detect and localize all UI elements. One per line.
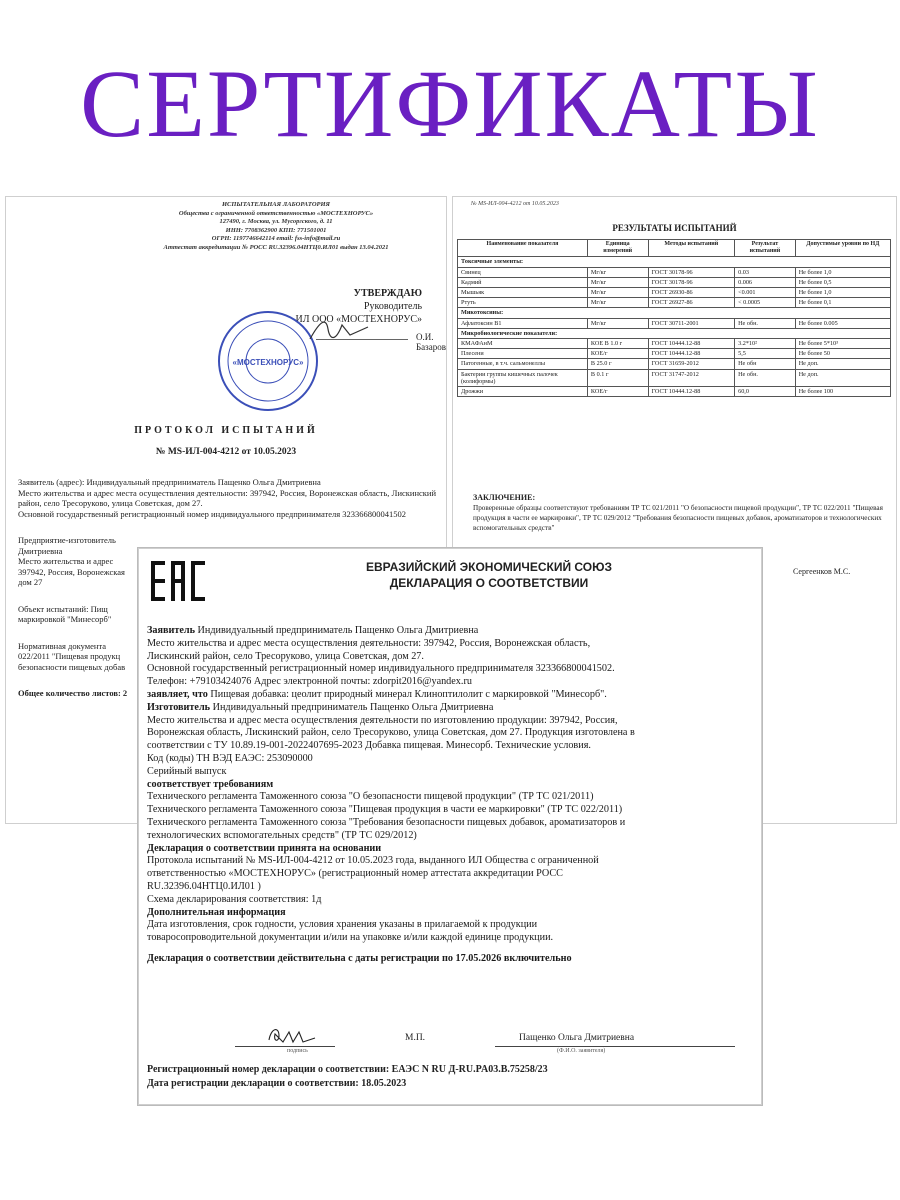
- extra-label: Дополнительная информация: [147, 906, 286, 918]
- table-cell: Мышьяк: [458, 288, 588, 298]
- table-row: [458, 277, 891, 287]
- regulation-line: Технического регламента Таможенного союза "Требования безопасности пищевых добавок, ароматизаторов и: [147, 816, 626, 828]
- table-section-row: [458, 328, 891, 338]
- svg-text:«МОСТЕХНОРУС»: «МОСТЕХНОРУС»: [232, 358, 304, 367]
- table-cell: ГОСТ 10444.12-88: [648, 349, 735, 359]
- declaration-document: [138, 548, 762, 1105]
- lab-header-line: Аттестат аккредитации № РОСС RU.32396.04НТЦ0.ИЛ01 выдан 13.04.2021: [163, 243, 389, 251]
- column-header: Наименование показателя: [458, 240, 588, 257]
- table-cell: <0.001: [735, 288, 796, 298]
- regulation-line: Технического регламента Таможенного союза "О безопасности пищевой продукции" (ТР ТС 021/2011): [147, 791, 594, 803]
- address-line: Место жительства и адрес места осуществления деятельности: 397942, Россия, Воронежская область, Лискинский район, село Тресоруково, улица Советская, дом 27.: [18, 487, 436, 508]
- approve-role: Руководитель: [363, 301, 422, 312]
- table-row: [458, 318, 891, 328]
- table-cell: Кадмий: [458, 277, 588, 287]
- table-cell: Не более 5*10³: [795, 339, 890, 349]
- table-cell: Не доп.: [795, 359, 890, 369]
- protocol-number: № MS-ИЛ-004-4212 от 10.05.2023: [155, 447, 297, 457]
- applicant-address: Место жительства и адрес места осуществления деятельности: 397942, Россия, Воронежская область,: [147, 637, 591, 649]
- table-cell: КОЕ В 1.0 г: [587, 339, 648, 349]
- table-row: [458, 369, 891, 386]
- registration-block: [147, 1063, 753, 1091]
- basis-line: RU.32396.04НТЦ0.ИЛ01 ): [147, 880, 261, 892]
- meets-label: соответствует требованиям: [147, 778, 274, 790]
- manufacturer-line: Дмитриевна: [18, 545, 63, 556]
- lab-header-line: 127490, г. Москва, ул. Мусоргского, д. 11: [219, 218, 333, 225]
- conclusion-block: [473, 493, 883, 533]
- lab-header-line: ОГРН: 1197746642114 email: fss-info@mail.ru: [211, 235, 341, 242]
- table-row: [458, 359, 891, 369]
- signature-row: [147, 1022, 753, 1060]
- table-section-row: [458, 257, 891, 267]
- extra-line: товаросопроводительной документации и/или на упаковке и/или каждой единице продукции.: [147, 932, 554, 944]
- table-cell: ГОСТ 30178-96: [648, 277, 735, 287]
- table-cell: Не более 0.005: [795, 318, 890, 328]
- applicant-address: Лискинский район, село Тресоруково, улица Советская, дом 27.: [147, 650, 424, 662]
- table-cell: Мг/кг: [587, 267, 648, 277]
- applicant-value: Индивидуальный предприниматель Пащенко Ольга Дмитриевна: [197, 625, 479, 636]
- table-cell: Не более 100: [795, 387, 890, 397]
- table-cell: < 0.0005: [735, 298, 796, 308]
- product-description: Пищевая добавка: цеолит природный минерал Клиноптилолит с маркировкой "Минесорб".: [210, 688, 607, 700]
- table-cell: Не более 0,5: [795, 277, 890, 287]
- table-cell: Ртуть: [458, 298, 588, 308]
- manufacturer-line: 397942, Россия, Воронежская: [18, 566, 125, 577]
- maker-address: Воронежская область, Лискинский район, село Тресоруково, улица Советская, дом 27. Продукция изготовлена в: [147, 727, 635, 739]
- table-cell: 0.006: [735, 277, 796, 287]
- sheet-count-line: Общее количество листов: 2: [18, 688, 128, 698]
- column-header: Результат испытаний: [735, 240, 796, 257]
- table-cell: ГОСТ 26930-86: [648, 288, 735, 298]
- table-cell: ГОСТ 30178-96: [648, 267, 735, 277]
- maker-label: Изготовитель: [147, 701, 211, 713]
- results-header: № MS-ИЛ-004-4212 от 10.05.2023: [471, 201, 559, 207]
- table-cell: ГОСТ 31747-2012: [648, 369, 735, 386]
- applicant-signature: [265, 1024, 319, 1046]
- column-header: Допустимые уровни по НД: [795, 240, 890, 257]
- table-cell: КМАФАнМ: [458, 339, 588, 349]
- validity: Декларация о соответствии действительна с даты регистрации по 17.05.2026 включительно: [147, 952, 572, 964]
- table-cell: Не обн.: [735, 369, 796, 386]
- maker-address: Место жительства и адрес места осуществления деятельности по изготовлению продукции: 397942, Россия,: [147, 714, 618, 726]
- declaration-body: [147, 625, 753, 966]
- manufacturer-line: дом 27: [18, 577, 43, 587]
- lab-stamp-seal: [216, 309, 320, 413]
- table-cell: Мг/кг: [587, 288, 648, 298]
- table-cell: Дрожжи: [458, 387, 588, 397]
- hs-code: Код (коды) ТН ВЭД ЕАЭС: 253090000: [147, 752, 313, 764]
- declaration-heading: ДЕКЛАРАЦИЯ О СООТВЕТСТВИИ: [389, 576, 589, 590]
- section-label: Микробиологические показатели:: [458, 328, 891, 338]
- table-cell: Не более 1,0: [795, 288, 890, 298]
- registration-number: Регистрационный номер декларации о соответствии: ЕАЭС N RU Д-RU.PA03.B.75258/23: [147, 1064, 548, 1075]
- normative-line: Нормативная документа: [18, 640, 107, 651]
- table-cell: Не доп.: [795, 369, 890, 386]
- normative-line: безопасности пищевых добав: [18, 661, 126, 672]
- table-cell: ГОСТ 31659-2012: [648, 359, 735, 369]
- table-cell: 0.03: [735, 267, 796, 277]
- test-object-line: Объект испытаний: Пищ: [18, 603, 108, 614]
- signature-line: [235, 1046, 335, 1047]
- basis-line: ответственностью «МОСТЕХНОРУС» (регистрационный номер аттестата аккредитации РОСС: [147, 868, 563, 880]
- table-cell: Свинец: [458, 267, 588, 277]
- conclusion-text: Проверенные образцы соответствуют требованиям ТР ТС 021/2011 "О безопасности пищевой продукции", ТР ТС 022/2011 "Пищевая продукция в части ее маркировки", ТР ТС 029/2012 "Требования безопасности пищевых добавок, ароматизаторов и технологических вспомогательных средств": [473, 504, 883, 532]
- applicant-line: Заявитель (адрес): Индивидуальный предприниматель Пащенко Ольга Дмитриевна: [18, 477, 321, 487]
- eac-logo: [149, 559, 211, 603]
- extra-line: Дата изготовления, срок годности, условия хранения указаны в прилагаемой к продукции: [147, 919, 538, 931]
- results-signer: Сергеенков М.С.: [793, 567, 851, 576]
- scheme: Схема декларирования соответствия: 1д: [147, 893, 322, 905]
- results-table: [457, 239, 891, 397]
- table-cell: Не более 1,0: [795, 267, 890, 277]
- signer-name: О.И. Базаров: [416, 332, 446, 352]
- seal-place: М.П.: [405, 1033, 426, 1043]
- table-cell: Мг/кг: [587, 318, 648, 328]
- contacts: Телефон: +79103424076 Адрес электронной почты: zdorpit2016@yandex.ru: [147, 676, 472, 688]
- declares-label: заявляет, что: [147, 688, 208, 700]
- name-caption: (Ф.И.О. заявителя): [557, 1048, 606, 1054]
- signature-line: [316, 339, 408, 340]
- conclusion-label: ЗАКЛЮЧЕНИЕ:: [473, 493, 536, 502]
- table-cell: В 25.0 г: [587, 359, 648, 369]
- batch-type: Серийный выпуск: [147, 765, 227, 777]
- basis-label: Декларация о соответствии принята на основании: [147, 842, 382, 854]
- table-cell: ГОСТ 10444.12-88: [648, 387, 735, 397]
- column-header: Единица измерений: [587, 240, 648, 257]
- table-cell: Бактерии группы кишечных палочек (колиформы): [458, 369, 588, 386]
- section-label: Токсичные элементы:: [458, 257, 891, 267]
- table-section-row: [458, 308, 891, 318]
- manufacturer-line: Предприятие-изготовитель: [18, 535, 116, 545]
- page-title: СЕРТИФИКАТЫ: [80, 50, 820, 157]
- lab-header: [106, 201, 446, 252]
- results-table-body: [458, 257, 891, 397]
- union-title: ЕВРАЗИЙСКИЙ ЭКОНОМИЧЕСКИЙ СОЮЗ: [365, 560, 613, 574]
- lab-header-line: ИНН: 7708362900 КПП: 771501001: [225, 226, 327, 234]
- table-cell: 60,0: [735, 387, 796, 397]
- basis-line: Протокола испытаний № MS-ИЛ-004-4212 от 10.05.2023 года, выданного ИЛ Общества с ограниченной: [147, 855, 599, 867]
- test-object-line: маркировкой "Минесорб": [18, 614, 112, 624]
- applicant-label: Заявитель: [147, 625, 195, 636]
- protocol-heading: ПРОТОКОЛ ИСПЫТАНИЙ: [134, 425, 318, 436]
- regulation-line: технологических вспомогательных средств" (ТР ТС 029/2012): [147, 829, 417, 841]
- section-label: Микотоксины:: [458, 308, 891, 318]
- table-cell: Мг/кг: [587, 298, 648, 308]
- declaration-header: [239, 559, 739, 591]
- table-cell: Мг/кг: [587, 277, 648, 287]
- table-cell: ГОСТ 26927-86: [648, 298, 735, 308]
- results-title: РЕЗУЛЬТАТЫ ИСПЫТАНИЙ: [612, 223, 737, 233]
- approve-label: УТВЕРЖДАЮ: [353, 288, 422, 299]
- column-header: Методы испытаний: [648, 240, 735, 257]
- table-row: [458, 349, 891, 359]
- ogrnip: Основной государственный регистрационный номер индивидуального предпринимателя 323366800041502.: [147, 663, 615, 675]
- signature-caption: подпись: [287, 1048, 308, 1054]
- manufacturer-line: Место жительства и адрес: [18, 556, 114, 566]
- eac-mark-icon: [149, 559, 211, 603]
- table-cell: ГОСТ 10444.12-88: [648, 339, 735, 349]
- table-row: [458, 298, 891, 308]
- table-cell: Патогенные, в т.ч. сальмонеллы: [458, 359, 588, 369]
- table-cell: КОЕ/г: [587, 349, 648, 359]
- normative-line: 022/2011 "Пищевая продукц: [18, 651, 121, 661]
- table-cell: 5,5: [735, 349, 796, 359]
- signer-name: Пащенко Ольга Дмитриевна: [519, 1033, 635, 1043]
- maker-address: соответствии с ТУ 10.89.19-001-2022407695-2023 Добавка пищевая. Минесорб. Технические условия.: [147, 740, 591, 752]
- table-row: [458, 288, 891, 298]
- lab-header-line: Общества с ограниченной ответственностью «МОСТЕХНОРУС»: [178, 209, 374, 217]
- table-cell: ГОСТ 30711-2001: [648, 318, 735, 328]
- table-row: [458, 267, 891, 277]
- table-row: [458, 387, 891, 397]
- table-row: [458, 339, 891, 349]
- name-line: [495, 1046, 735, 1047]
- table-cell: Не более 50: [795, 349, 890, 359]
- ogrnip-line: Основной государственный регистрационный номер индивидуального предпринимателя 323366800041502: [18, 508, 407, 519]
- table-cell: Плесени: [458, 349, 588, 359]
- table-cell: Не обн: [735, 359, 796, 369]
- registration-date: Дата регистрации декларации о соответствии: 18.05.2023: [147, 1078, 407, 1089]
- table-cell: В 0.1 г: [587, 369, 648, 386]
- maker-value: Индивидуальный предприниматель Пащенко Ольга Дмитриевна: [212, 701, 494, 713]
- lab-header-line: ИСПЫТАТЕЛЬНАЯ ЛАБОРАТОРИЯ: [221, 201, 331, 208]
- table-cell: Не обн.: [735, 318, 796, 328]
- table-cell: Не более 0,1: [795, 298, 890, 308]
- approve-org: ИЛ ООО «МОСТЕХНОРУС»: [295, 314, 422, 325]
- table-cell: Афлатоксин В1: [458, 318, 588, 328]
- table-cell: КОЕ/г: [587, 387, 648, 397]
- table-cell: 3.2*10²: [735, 339, 796, 349]
- regulation-line: Технического регламента Таможенного союза "Пищевая продукция в части ее маркировки" (ТР ТС 022/2011): [147, 804, 623, 816]
